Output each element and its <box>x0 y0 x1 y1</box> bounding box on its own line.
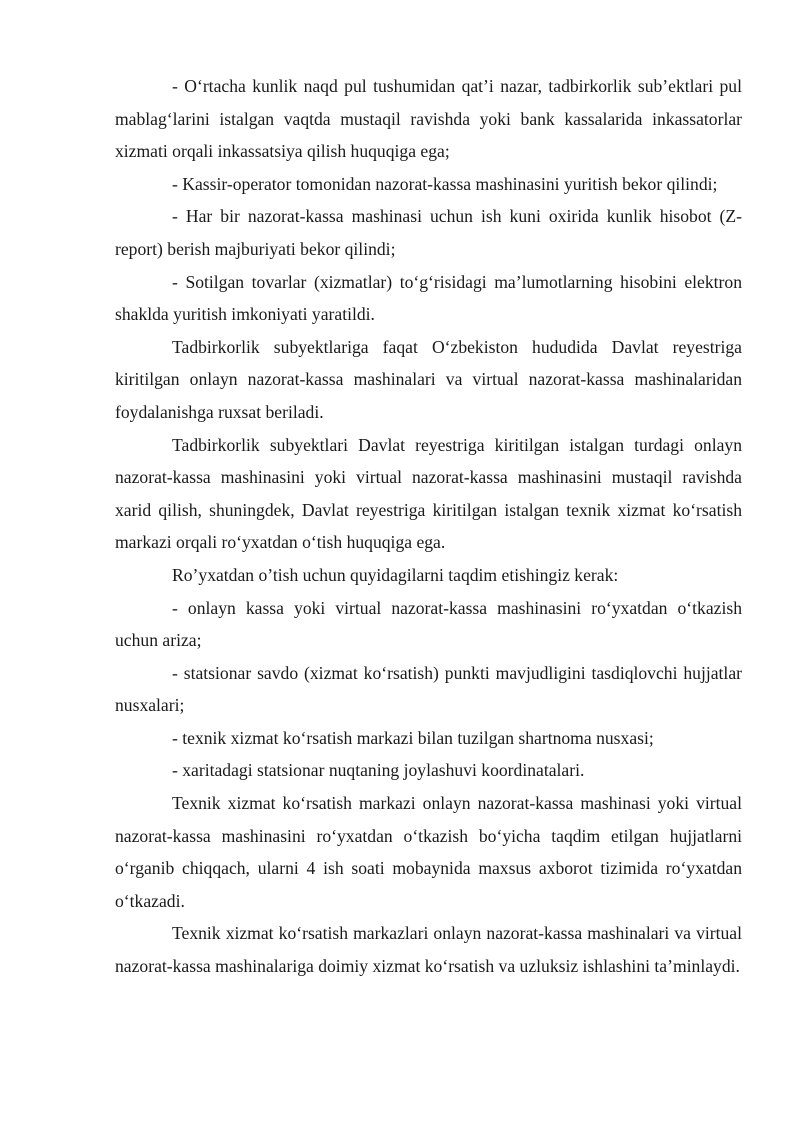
list-item-contract: - texnik xizmat ko‘rsatish markazi bilan tuzilgan shartnoma nusxasi; <box>172 727 654 748</box>
document-page <box>115 70 742 983</box>
paragraph-registration-intro: Ro’yxatdan o’tish uchun quyidagilarni taqdim etishingiz kerak: <box>172 564 619 585</box>
list-item-application: - onlayn kassa yoki virtual nazorat-kassa mashinasini ro‘yxatdan o‘tkazish uchun ariza; <box>115 597 742 651</box>
paragraph-registration-process: Texnik xizmat ko‘rsatish markazi onlayn nazorat-kassa mashinasi yoki virtual nazorat-kassa mashinasini ro‘yxatdan o‘tkazish bo‘yicha taqdim etilgan hujjatlarni o‘rganib chiqqach, ularni 4 ish soati mobaynida maxsus axborot tizimida ro‘yxatdan o‘tkazadi. <box>115 793 742 911</box>
paragraph-cashier-operator: - Kassir-operator tomonidan nazorat-kassa mashinasini yuritish bekor qilindi; <box>172 173 718 194</box>
list-item-coordinates: - xaritadagi statsionar nuqtaning joylashuvi koordinatalari. <box>172 760 585 781</box>
paragraph-service-centers: Texnik xizmat ko‘rsatish markazlari onlayn nazorat-kassa mashinalari va virtual nazorat-kassa mashinalariga doimiy xizmat ko‘rsatish va uzluksiz ishlashini ta’minlaydi. <box>115 923 742 977</box>
list-item-documents: - statsionar savdo (xizmat ko‘rsatish) punkti mavjudligini tasdiqlovchi hujjatlar nusxalari; <box>115 662 742 716</box>
paragraph-z-report: - Har bir nazorat-kassa mashinasi uchun ish kuni oxirida kunlik hisobot (Z-report) berish majburiyati bekor qilindi; <box>115 206 742 259</box>
paragraph-purchase-rights: Tadbirkorlik subyektlari Davlat reyestriga kiritilgan istalgan turdagi onlayn nazorat-kassa mashinasini yoki virtual nazorat-kassa mashinasini mustaqil ravishda xarid qilish, shuningdek, Davlat reyestriga kiritilgan istalgan texnik xizmat ko‘rsatish markazi orqali ro‘yxatdan o‘tish huquqiga ega. <box>115 434 742 553</box>
paragraph-cash-collection: - O‘rtacha kunlik naqd pul tushumidan qat’i nazar, tadbirkorlik sub’ektlari pul mablag‘larini istalgan vaqtda mustaqil ravishda yoki bank kassalarida inkassatorlar xizmati orqali inkassatsiya qilish huquqiga ega; <box>115 76 742 162</box>
paragraph-electronic-records: - Sotilgan tovarlar (xizmatlar) to‘g‘risidagi ma’lumotlarning hisobini elektron shaklda yuritish imkoniyati yaratildi. <box>115 271 742 325</box>
paragraph-permitted-machines: Tadbirkorlik subyektlariga faqat O‘zbekiston hududida Davlat reyestriga kiritilgan onlayn nazorat-kassa mashinalari va virtual nazorat-kassa mashinalaridan foydalanishga ruxsat beriladi. <box>115 336 742 422</box>
